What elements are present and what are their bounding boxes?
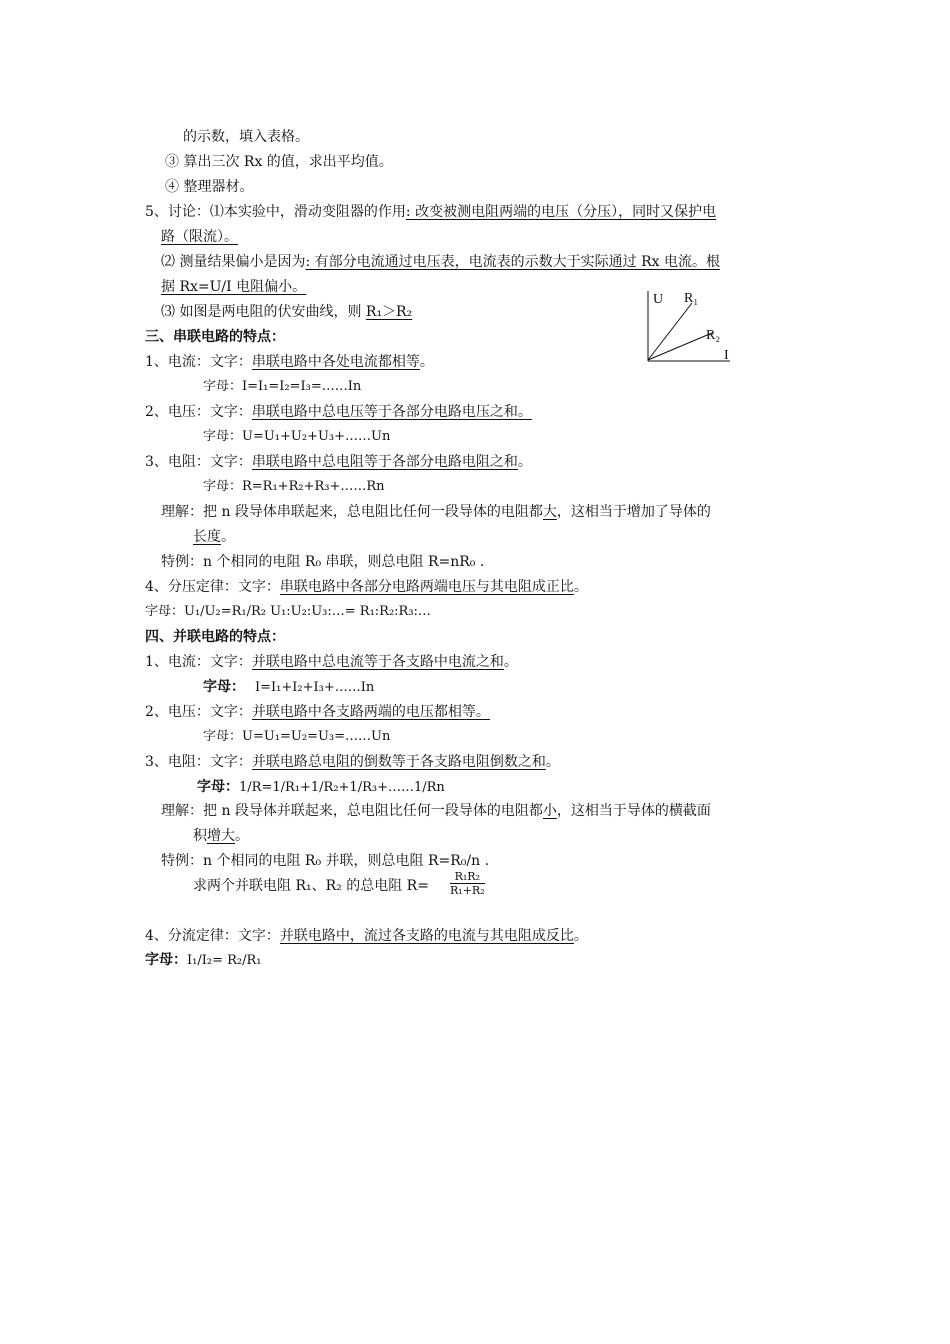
series-understanding-cont: 长度。	[193, 529, 235, 545]
parallel-understanding-cont: 积增大。	[193, 828, 249, 844]
series-special-case: 特例：n 个相同的电阻 R₀ 串联，则总电阻 R=nR₀ .	[161, 554, 485, 570]
r1-line	[648, 303, 692, 360]
parallel-voltage: 2、电压：文字：并联电路中各支路两端的电压都相等。	[145, 704, 490, 720]
series-voltage: 2、电压：文字：串联电路中总电压等于各部分电路电压之和。	[145, 404, 532, 420]
parallel-understanding: 理解：把 n 段导体并联起来，总电阻比任何一段导体的电阻都小，这相当于导体的横截面	[161, 803, 711, 819]
u-axis-label: U	[653, 292, 664, 307]
series-current-formula: 字母：I=I₁=I₂=I₃=……In	[203, 379, 362, 394]
section-heading-series: 三、串联电路的特点：	[145, 329, 285, 345]
i-axis-label: I	[724, 348, 729, 363]
series-resistance: 3、电阻：文字：串联电路中总电阻等于各部分电路电阻之和。	[145, 454, 532, 470]
series-voltage-formula: 字母：U=U₁+U₂+U₃+……Un	[203, 429, 391, 444]
r1-label: R₁	[684, 291, 699, 306]
voltage-divider-formula: 字母：U₁/U₂=R₁/R₂ U₁:U₂:U₃:…= R₁:R₂:R₃:…	[145, 604, 431, 619]
parallel-resistance: 3、电阻：文字：并联电路总电阻的倒数等于各支路电阻倒数之和。	[145, 754, 560, 770]
series-resistance-formula: 字母：R=R₁+R₂+R₃+……Rn	[203, 479, 385, 494]
r2-line	[648, 333, 712, 360]
two-resistor-fraction	[450, 870, 485, 897]
fraction-numerator: R₁R₂	[450, 870, 485, 884]
section-heading-parallel: 四、并联电路的特点：	[145, 629, 285, 645]
voltage-divider-law: 4、分压定律：文字：串联电路中各部分电路两端电压与其电阻成正比。	[145, 579, 588, 595]
r2-label: R₂	[706, 328, 721, 343]
parallel-resistance-formula: 字母：1/R=1/R₁+1/R₂+1/R₃+……1/Rn	[197, 779, 445, 795]
parallel-current: 1、电流：文字：并联电路中总电流等于各支路中电流之和。	[145, 654, 518, 670]
series-understanding: 理解：把 n 段导体串联起来，总电阻比任何一段导体的电阻都大，这相当于增加了导体的	[161, 504, 711, 520]
fraction-denominator: R₁+R₂	[450, 884, 485, 897]
discussion-1: 5、讨论：⑴本实验中，滑动变阻器的作用: 改变被测电阻两端的电压（分压），同时又保护电	[145, 204, 717, 220]
discussion-1-cont: 路（限流）。	[161, 229, 238, 245]
discussion-3: ⑶ 如图是两电阻的伏安曲线，则 R₁＞R₂	[161, 304, 413, 320]
current-divider-formula: 字母：I₁/I₂= R₂/R₁	[145, 952, 262, 968]
discussion-2-cont: 据 Rx=U/I 电阻偏小。	[161, 279, 307, 295]
step-4: ④ 整理器材。	[165, 179, 254, 195]
current-divider-law: 4、分流定律：文字：并联电路中，流过各支路的电流与其电阻成反比。	[145, 928, 588, 944]
series-current: 1、电流：文字：串联电路中各处电流都相等。	[145, 354, 434, 370]
voltage-current-graph	[630, 283, 740, 373]
discussion-2: ⑵ 测量结果偏小是因为: 有部分电流通过电压表，电流表的示数大于实际通过 Rx 电流。根	[161, 254, 720, 270]
two-resistor-formula: 求两个并联电阻 R₁、R₂ 的总电阻 R=	[193, 878, 429, 894]
parallel-voltage-formula: 字母：U=U₁=U₂=U₃=……Un	[203, 729, 391, 744]
step-3: ③ 算出三次 Rx 的值，求出平均值。	[165, 154, 393, 170]
parallel-current-formula: 字母： I=I₁+I₂+I₃+……In	[203, 679, 375, 695]
text-line: 的示数，填入表格。	[183, 129, 309, 145]
parallel-special-case: 特例：n 个相同的电阻 R₀ 并联，则总电阻 R=R₀/n .	[161, 853, 490, 869]
